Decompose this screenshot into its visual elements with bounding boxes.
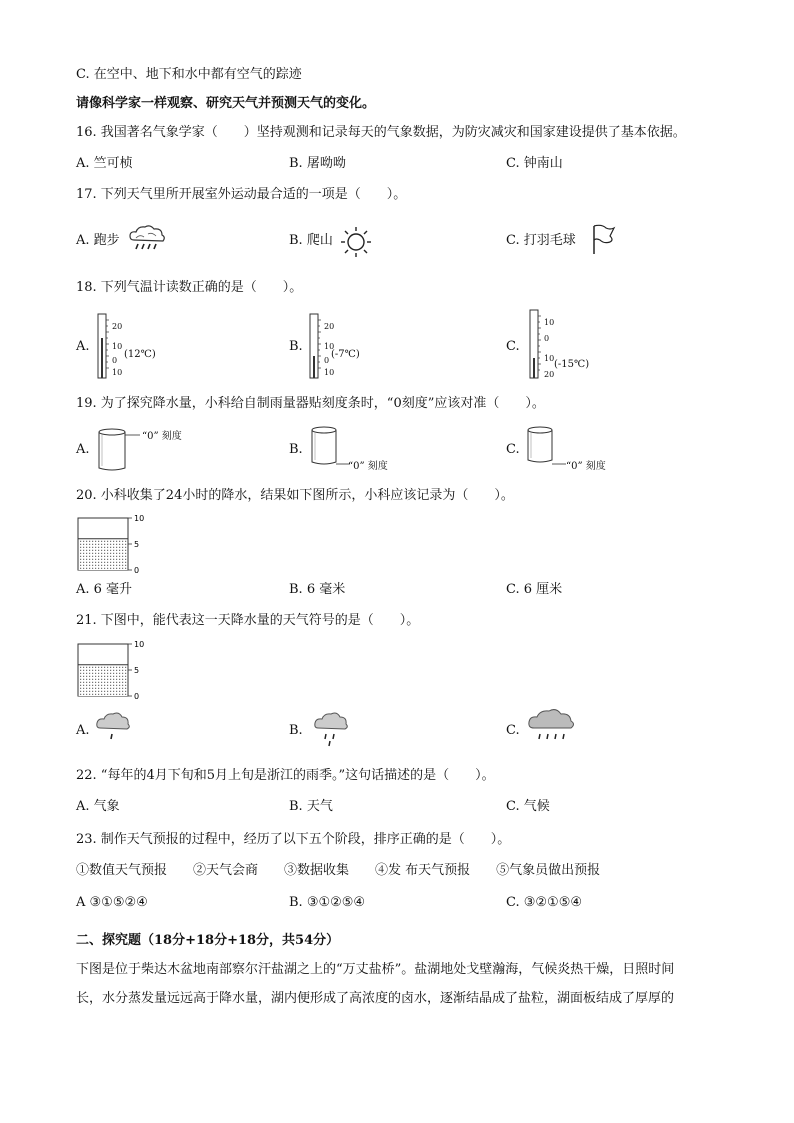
rain-gauge-diagram-q20 [76,514,146,576]
question-18: 18. 下列气温计读数正确的是（ ）。 [76,280,303,295]
q23-option-b[interactable]: B. ③①②⑤④ [289,895,366,910]
thermo-c-label-1: 10 [544,318,555,327]
q17-option-a[interactable]: A. 跑步 [76,233,120,248]
q18-option-b[interactable]: B. [289,339,303,354]
q23-stages: ①数值天气预报 ②天气会商 ③数据收集 ④发 布天气预报 ⑤气象员做出预报 [76,863,601,878]
thermo-b-reading: (-7℃) [331,349,360,360]
question-21: 21. 下图中，能代表这一天降水量的天气符号的是（ ）。 [76,613,420,628]
q23-option-a[interactable]: A ③①⑤②④ [76,895,148,910]
q21-option-a[interactable]: A. [76,723,90,738]
rain-gauge-diagram-q21 [76,640,146,702]
thermo-a-label-1: 20 [112,322,123,331]
thermo-c-label-3: 10 [544,354,555,363]
thermo-c-reading: (-15℃) [554,359,590,370]
wind-flag-icon [590,222,618,256]
paragraph-line-1: 下图是位于柴达木盆地南部察尔汗盐湖之上的“万丈盐桥”。盐湖地处戈壁瀚海，气候炎热干燥，日照时间 [76,962,675,977]
q22-option-b[interactable]: B. 天气 [289,799,333,814]
q19-option-b[interactable]: B. [289,442,303,457]
question-19: 19. 为了探究降水量，小科给自制雨量器贴刻度条时，“0刻度”应该对准（ ）。 [76,396,545,411]
question-16: 16. 我国著名气象学家（ ）坚持观测和记录每天的气象数据，为防灾减灾和国家建设提供了基本依据。 [76,125,686,140]
q22-option-c[interactable]: C. 气候 [506,799,550,814]
q18-option-a[interactable]: A. [76,339,90,354]
q16-option-b[interactable]: B. 屠呦呦 [289,156,346,171]
q19-option-c[interactable]: C. [506,442,520,457]
sun-icon [338,224,378,260]
thermo-b-label-4: 10 [324,368,335,377]
moderate-rain-icon [312,708,352,752]
thermo-c-label-4: 20 [544,370,555,379]
gauge-tick-label: 5 [134,540,140,549]
q20-option-a[interactable]: A. 6 毫升 [76,582,133,597]
q21-option-b[interactable]: B. [289,723,303,738]
thermo-a-label-2: 10 [112,342,123,351]
q19-b-zero-label: “0” 刻度 [348,461,388,472]
cloud-rain-icon [126,222,170,256]
paragraph-line-2: 长，水分蒸发量远远高于降水量，湖内便形成了高浓度的卤水，逐渐结晶成了盐粒，湖面板结成了厚厚的 [76,991,675,1006]
thermo-b-label-1: 20 [324,322,335,331]
q23-option-c[interactable]: C. ③②①⑤④ [506,895,583,910]
question-20: 20. 小科收集了24小时的降水，结果如下图所示，小科应该记录为（ ）。 [76,488,514,503]
prev-option-c: C. 在空中、地下和水中都有空气的踪迹 [76,67,302,82]
section-heading-inquiry: 二、探究题（18分+18分+18分，共54分） [76,933,340,948]
q19-a-zero-label: “0” 刻度 [142,431,182,442]
question-22: 22. “每年的4月下旬和5月上旬是浙江的雨季。”这句话描述的是（ ）。 [76,768,495,783]
question-17: 17. 下列天气里所开展室外运动最合适的一项是（ ）。 [76,187,407,202]
light-rain-icon [94,708,134,748]
q19-option-a[interactable]: A. [76,442,90,457]
thermo-a-reading: (12℃) [124,349,156,360]
gauge-tick-label: 10 [134,514,145,523]
q16-option-a[interactable]: A. 竺可桢 [76,156,133,171]
q20-option-c[interactable]: C. 6 厘米 [506,582,563,597]
thermo-b-label-2: 10 [324,342,335,351]
gauge-tick-label: 0 [134,692,140,701]
q17-option-b[interactable]: B. 爬山 [289,233,333,248]
thermo-c-label-2: 0 [544,334,550,343]
q16-option-c[interactable]: C. 钟南山 [506,156,563,171]
thermo-b-label-3: 0 [324,356,330,365]
q17-option-c[interactable]: C. 打羽毛球 [506,233,576,248]
q19-c-zero-label: “0” 刻度 [566,461,606,472]
thermo-a-label-4: 10 [112,368,123,377]
heavy-rain-icon [526,706,580,752]
question-23: 23. 制作天气预报的过程中，经历了以下五个阶段，排序正确的是（ ）。 [76,832,511,847]
section-heading-weather: 请像科学家一样观察、研究天气并预测天气的变化。 [76,96,376,111]
q22-option-a[interactable]: A. 气象 [76,799,120,814]
gauge-tick-label: 5 [134,666,140,675]
q18-option-c[interactable]: C. [506,339,520,354]
thermo-a-label-3: 0 [112,356,118,365]
q21-option-c[interactable]: C. [506,723,520,738]
q20-option-b[interactable]: B. 6 毫米 [289,582,346,597]
gauge-tick-label: 0 [134,566,140,575]
gauge-tick-label: 10 [134,640,145,649]
